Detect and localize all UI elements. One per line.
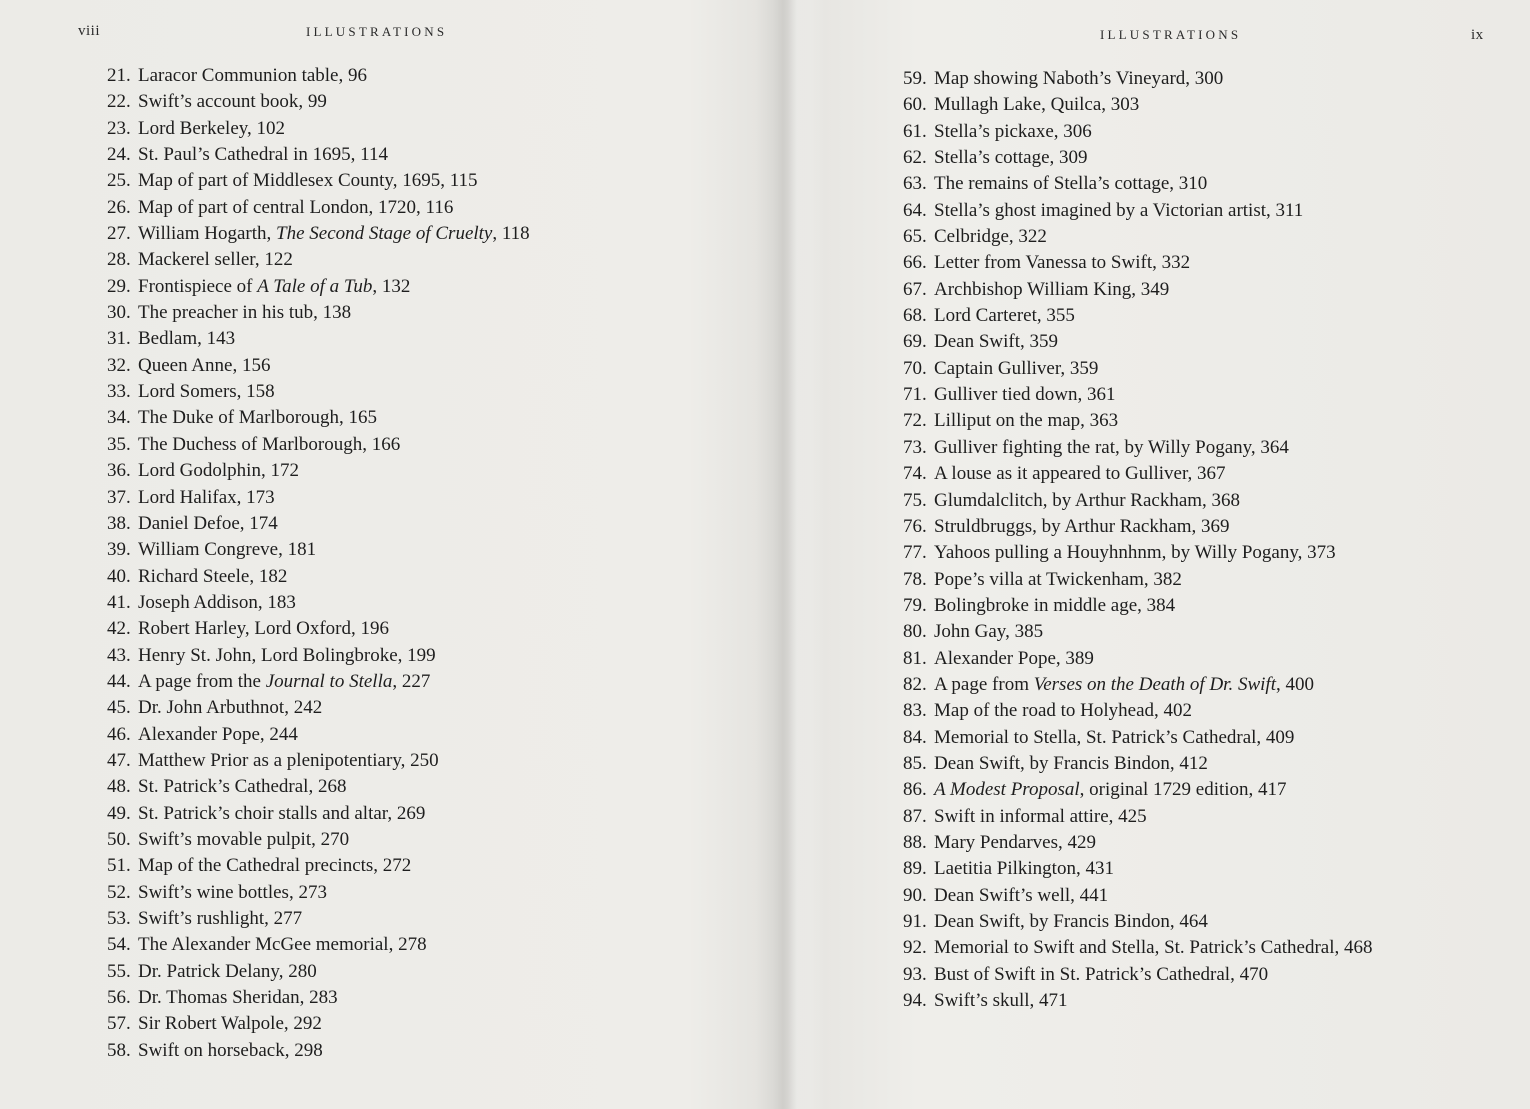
list-item [903,119,1373,145]
item-number: 42. [107,618,131,640]
item-number: 46. [107,723,131,745]
item-number: 29. [107,275,131,297]
list-item [107,142,530,168]
item-caption: Mackerel seller, 122 [138,249,293,271]
list-item [107,116,530,142]
item-number: 85. [903,752,927,774]
list-item [107,353,530,379]
list-item [107,432,530,458]
item-number: 63. [903,173,927,195]
list-item [107,1011,530,1037]
list-item [903,856,1373,882]
list-item [903,171,1373,197]
item-number: 89. [903,858,927,880]
item-caption: Mary Pendarves, 429 [934,831,1096,853]
item-number: 37. [107,486,131,508]
list-item [107,827,530,853]
item-number: 61. [903,120,927,142]
item-caption: Map of part of central London, 1720, 116 [138,196,454,218]
item-number: 53. [107,908,131,929]
item-number: 25. [107,170,131,192]
item-caption: Yahoos pulling a Houyhnhnm, by Willy Pogany, 373 [934,542,1336,564]
list-item [903,250,1373,276]
list-item [107,221,530,247]
item-number: 57. [107,1013,131,1035]
item-caption: Lord Godolphin, 172 [138,460,299,482]
list-item [903,461,1373,487]
item-number: 34. [107,407,131,429]
right-page [765,0,1530,1109]
list-item [903,909,1373,935]
item-caption: Lilliput on the map, 363 [934,410,1119,432]
list-item [107,247,530,273]
item-caption: Alexander Pope, 244 [138,723,298,745]
item-number: 58. [107,1039,131,1061]
item-caption: Robert Harley, Lord Oxford, 196 [138,618,389,640]
illustration-list [107,63,530,1064]
item-caption: Dean Swift, by Francis Bindon, 412 [934,752,1208,774]
item-caption: Memorial to Stella, St. Patrick’s Cathedral, 409 [934,726,1295,748]
item-caption: Stella’s pickaxe, 306 [934,120,1092,142]
item-caption: Queen Anne, 156 [138,354,271,376]
item-caption: Swift’s movable pulpit, 270 [138,828,350,850]
item-caption: Map of part of Middlesex County, 1695, 115 [138,170,478,192]
list-item [107,695,530,721]
list-item [903,435,1373,461]
item-caption: Mullagh Lake, Quilca, 303 [934,94,1140,116]
item-number: 68. [903,305,927,327]
caption-text: , 400 [1275,673,1314,695]
item-number: 48. [107,776,131,798]
item-caption: The remains of Stella’s cottage, 310 [934,173,1208,195]
item-number: 21. [107,65,131,86]
item-number: 59. [903,68,927,89]
item-caption [934,777,1287,803]
caption-italic-title: The Second Stage of Cruelty [276,223,493,245]
list-item [107,801,530,827]
item-number: 87. [903,805,927,827]
item-number: 39. [107,539,131,561]
item-caption: Pope’s villa at Twickenham, 382 [934,568,1182,590]
item-number: 80. [903,621,927,643]
list-item [107,300,530,326]
list-item [107,1038,530,1064]
caption-italic-title: A Tale of a Tub [257,275,373,297]
item-number: 44. [107,670,131,692]
list-item [107,89,530,115]
item-number: 52. [107,881,131,903]
list-item [107,853,530,879]
item-number: 78. [903,568,927,590]
list-item [107,669,530,695]
item-number: 47. [107,749,131,771]
list-item [107,722,530,748]
list-item [903,488,1373,514]
caption-text: William Hogarth, [138,223,277,245]
caption-italic-title: Verses on the Death of Dr. Swift [1033,673,1276,695]
item-caption: St. Paul’s Cathedral in 1695, 114 [138,144,388,166]
list-item [107,511,530,537]
list-item [903,988,1373,1014]
list-item [107,195,530,221]
list-item [107,880,530,906]
item-number: 62. [903,147,927,169]
item-caption: John Gay, 385 [934,621,1044,643]
list-item [107,458,530,484]
item-caption: Swift on horseback, 298 [138,1039,323,1061]
caption-text: , 227 [392,670,431,692]
item-caption: Sir Robert Walpole, 292 [138,1013,322,1035]
page-number: viii [78,23,101,39]
list-item [903,540,1373,566]
item-caption: The Duchess of Marlborough, 166 [138,433,401,455]
item-caption: Gulliver fighting the rat, by Willy Pogany, 364 [934,436,1289,458]
item-caption: Letter from Vanessa to Swift, 332 [934,252,1191,274]
item-caption: Glumdalclitch, by Arthur Rackham, 368 [934,489,1241,511]
item-caption: Lord Halifax, 173 [138,486,275,508]
list-item [107,748,530,774]
list-item [107,906,530,932]
caption-text: Frontispiece of [138,275,258,297]
item-number: 82. [903,673,927,695]
list-item [903,198,1373,224]
item-caption: The preacher in his tub, 138 [138,302,352,324]
item-caption: Daniel Defoe, 174 [138,512,278,534]
item-number: 67. [903,278,927,300]
item-caption: Matthew Prior as a plenipotentiary, 250 [138,749,439,771]
caption-text: , original 1729 edition, 417 [1079,779,1287,801]
item-number: 77. [903,542,927,564]
list-item [903,777,1373,803]
item-caption: Swift’s skull, 471 [934,990,1068,1012]
list-item [903,329,1373,355]
list-item [903,962,1373,988]
item-number: 91. [903,911,927,932]
list-item [107,326,530,352]
item-number: 94. [903,990,927,1012]
list-item [903,66,1373,92]
list-item [107,959,530,985]
item-caption: St. Patrick’s choir stalls and altar, 269 [138,802,426,824]
item-number: 65. [903,226,927,248]
list-item [107,643,530,669]
item-number: 83. [903,700,927,722]
item-number: 76. [903,515,927,537]
item-number: 86. [903,779,927,801]
illustration-list [903,66,1373,1014]
item-number: 79. [903,594,927,616]
item-caption: Joseph Addison, 183 [138,591,296,613]
item-caption: Lord Somers, 158 [138,381,275,403]
item-number: 70. [903,357,927,379]
item-number: 60. [903,94,927,116]
item-caption: The Duke of Marlborough, 165 [138,407,378,429]
item-caption: Alexander Pope, 389 [934,647,1094,669]
list-item [903,408,1373,434]
item-caption: Stella’s cottage, 309 [934,147,1088,169]
item-caption: Dr. Thomas Sheridan, 283 [138,987,338,1009]
item-caption: St. Patrick’s Cathedral, 268 [138,776,347,798]
item-number: 92. [903,937,927,959]
item-caption: A louse as it appeared to Gulliver, 367 [934,463,1226,485]
item-caption: Richard Steele, 182 [138,565,288,587]
list-item [903,224,1373,250]
item-number: 33. [107,381,131,403]
caption-italic-title: A Modest Proposal [934,779,1080,801]
list-item [903,672,1373,698]
item-number: 27. [107,223,131,245]
item-number: 93. [903,963,927,985]
page-number: ix [1471,27,1484,43]
item-number: 81. [903,647,927,669]
item-caption: Lord Carteret, 355 [934,305,1075,327]
list-item [903,935,1373,961]
item-number: 28. [107,249,131,271]
item-number: 69. [903,331,927,353]
caption-text: A page from [934,673,1034,695]
list-item [107,537,530,563]
list-item [903,830,1373,856]
running-head: ILLUSTRATIONS [1100,27,1242,42]
item-caption: Dean Swift, 359 [934,331,1059,353]
item-number: 75. [903,489,927,511]
list-item [903,92,1373,118]
item-number: 74. [903,463,927,485]
caption-text: A page from the [138,670,266,692]
item-caption: Struldbruggs, by Arthur Rackham, 369 [934,515,1230,537]
item-number: 54. [107,934,131,956]
list-item [107,564,530,590]
list-item [107,274,530,300]
list-item [107,379,530,405]
item-caption: Swift in informal attire, 425 [934,805,1147,827]
list-item [107,616,530,642]
item-caption: Swift’s account book, 99 [138,91,327,113]
list-item [903,514,1373,540]
item-number: 71. [903,384,927,406]
item-caption: The Alexander McGee memorial, 278 [138,934,427,956]
list-item [903,725,1373,751]
item-number: 30. [107,302,131,324]
item-caption [138,274,410,300]
list-item [903,593,1373,619]
item-caption: Swift’s wine bottles, 273 [138,881,327,903]
item-caption: Dean Swift’s well, 441 [934,884,1109,906]
list-item [107,63,530,89]
item-number: 49. [107,802,131,824]
list-item [107,405,530,431]
item-number: 88. [903,831,927,853]
list-item [107,485,530,511]
list-item [903,303,1373,329]
item-caption: Bolingbroke in middle age, 384 [934,594,1176,616]
item-number: 23. [107,117,131,139]
item-number: 45. [107,697,131,719]
list-item [903,883,1373,909]
list-item [903,804,1373,830]
item-caption: Archbishop William King, 349 [934,278,1170,300]
item-caption: Dean Swift, by Francis Bindon, 464 [934,911,1208,932]
item-caption: Bedlam, 143 [138,328,236,350]
item-number: 24. [107,144,131,166]
item-caption [138,221,530,247]
item-caption: Stella’s ghost imagined by a Victorian artist, 311 [934,199,1304,221]
running-head: ILLUSTRATIONS [306,24,448,39]
item-number: 66. [903,252,927,274]
list-item [903,619,1373,645]
item-number: 50. [107,828,131,850]
item-caption: Captain Gulliver, 359 [934,357,1099,379]
item-caption: Celbridge, 322 [934,226,1047,248]
list-item [903,567,1373,593]
item-number: 36. [107,460,131,482]
item-number: 41. [107,591,131,613]
list-item [107,932,530,958]
item-number: 72. [903,410,927,432]
item-caption [934,672,1314,698]
item-caption: Swift’s rushlight, 277 [138,908,303,929]
caption-text: , 118 [492,223,530,245]
caption-text: , 132 [372,275,411,297]
item-caption: Dr. John Arbuthnot, 242 [138,697,323,719]
item-number: 64. [903,199,927,221]
list-item [107,168,530,194]
item-number: 32. [107,354,131,376]
item-number: 73. [903,436,927,458]
item-caption: Lord Berkeley, 102 [138,117,286,139]
item-number: 51. [107,855,131,877]
list-item [107,985,530,1011]
item-caption: William Congreve, 181 [138,539,317,561]
item-number: 31. [107,328,131,350]
item-caption: Laracor Communion table, 96 [138,65,367,86]
list-item [903,646,1373,672]
caption-italic-title: Journal to Stella [265,670,393,692]
item-number: 43. [107,644,131,666]
item-caption: Map of the road to Holyhead, 402 [934,700,1193,722]
item-number: 26. [107,196,131,218]
item-caption: Map showing Naboth’s Vineyard, 300 [934,68,1224,89]
item-number: 22. [107,91,131,113]
item-caption: Memorial to Swift and Stella, St. Patrick’s Cathedral, 468 [934,937,1373,959]
list-item [107,590,530,616]
item-number: 90. [903,884,927,906]
item-caption: Laetitia Pilkington, 431 [934,858,1114,880]
item-number: 38. [107,512,131,534]
list-item [903,145,1373,171]
item-number: 84. [903,726,927,748]
item-number: 56. [107,987,131,1009]
list-item [903,277,1373,303]
list-item [107,774,530,800]
item-number: 40. [107,565,131,587]
item-number: 35. [107,433,131,455]
item-caption: Henry St. John, Lord Bolingbroke, 199 [138,644,436,666]
item-caption: Bust of Swift in St. Patrick’s Cathedral, 470 [934,963,1269,985]
item-caption [138,669,430,695]
item-caption: Dr. Patrick Delany, 280 [138,960,317,982]
list-item [903,382,1373,408]
item-number: 55. [107,960,131,982]
list-item [903,356,1373,382]
list-item [903,751,1373,777]
list-item [903,698,1373,724]
item-caption: Gulliver tied down, 361 [934,384,1116,406]
item-caption: Map of the Cathedral precincts, 272 [138,855,412,877]
